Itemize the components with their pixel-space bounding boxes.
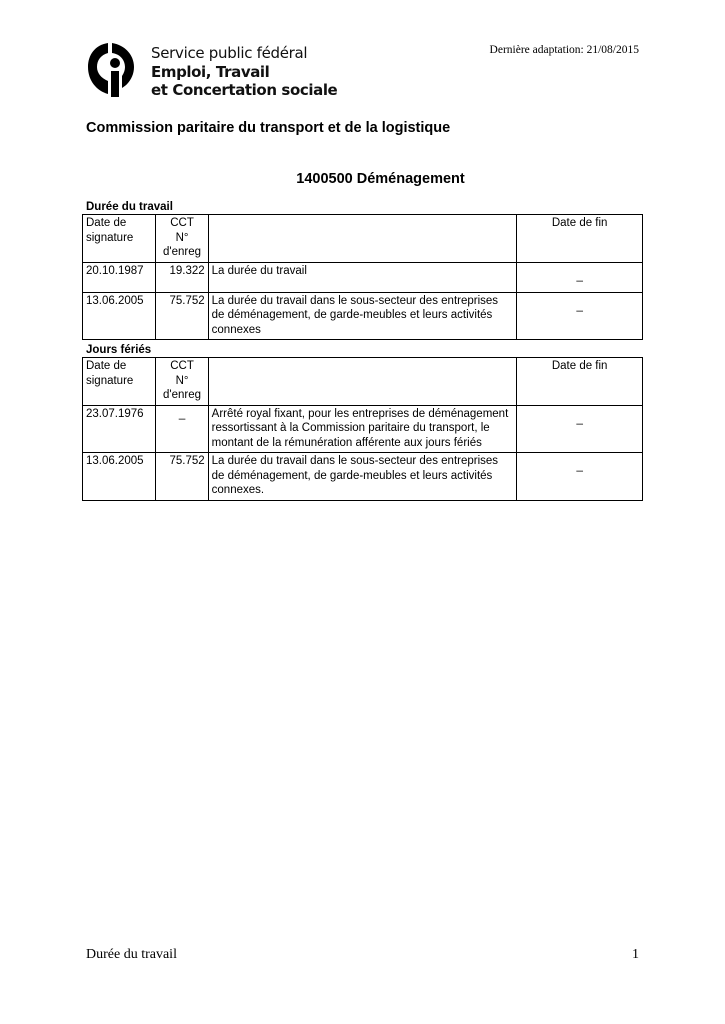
- footer-section-name: Durée du travail: [86, 947, 177, 962]
- row-date: 13.06.2005: [83, 292, 156, 340]
- org-line-3: et Concertation sociale: [151, 81, 338, 99]
- header-description: [208, 358, 517, 406]
- header-cct: CCT N° d'enreg: [156, 215, 208, 263]
- table-row: [83, 262, 643, 292]
- row-end-date: _: [517, 405, 643, 453]
- table-header-row: [83, 215, 643, 263]
- header-end-date: Date de fin: [517, 215, 643, 263]
- holidays-table: [82, 357, 643, 501]
- federal-service-logo-icon: [86, 41, 136, 97]
- row-end-date: _: [517, 292, 643, 340]
- row-description: Arrêté royal fixant, pour les entreprises de déménagement ressortissant à la Commission paritaire du transport, le montant de la rémunération afférente aux jours fériés: [208, 405, 517, 453]
- row-cct: 75.752: [156, 453, 208, 501]
- org-line-2: Emploi, Travail: [151, 62, 270, 81]
- row-description: La durée du travail dans le sous-secteur des entreprises de déménagement, de garde-meubles et leurs activités connexes.: [208, 453, 517, 501]
- header-cct: CCT N° d'enreg: [156, 358, 208, 406]
- last-update-date: Dernière adaptation: 21/08/2015: [489, 44, 639, 56]
- section-label-working-time: Durée du travail: [86, 201, 173, 213]
- page-number: 1: [632, 947, 639, 962]
- table-row: [83, 405, 643, 453]
- row-cct: _: [156, 405, 208, 453]
- row-date: 13.06.2005: [83, 453, 156, 501]
- table-row: [83, 292, 643, 340]
- row-cct: 75.752: [156, 292, 208, 340]
- section-label-holidays: Jours fériés: [86, 344, 152, 356]
- header-end-date: Date de fin: [517, 358, 643, 406]
- commission-heading: Commission paritaire du transport et de la logistique: [86, 120, 451, 136]
- working-time-table: [82, 214, 643, 340]
- header-date: Date de signature: [83, 215, 156, 263]
- row-description: La durée du travail dans le sous-secteur des entreprises de déménagement, de garde-meubles et leurs activités connexes: [208, 292, 517, 340]
- table-header-row: [83, 358, 643, 406]
- organization-name: [151, 44, 337, 100]
- header-description: [208, 215, 517, 263]
- row-date: 20.10.1987: [83, 262, 156, 292]
- row-description: La durée du travail: [208, 262, 517, 292]
- header-date: Date de signature: [83, 358, 156, 406]
- org-line-1: Service public fédéral: [151, 44, 308, 62]
- page-title: 1400500 Déménagement: [296, 171, 465, 187]
- row-end-date: _: [517, 453, 643, 501]
- row-date: 23.07.1976: [83, 405, 156, 453]
- table-row: [83, 453, 643, 501]
- row-end-date: _: [517, 262, 643, 292]
- row-cct: 19.322: [156, 262, 208, 292]
